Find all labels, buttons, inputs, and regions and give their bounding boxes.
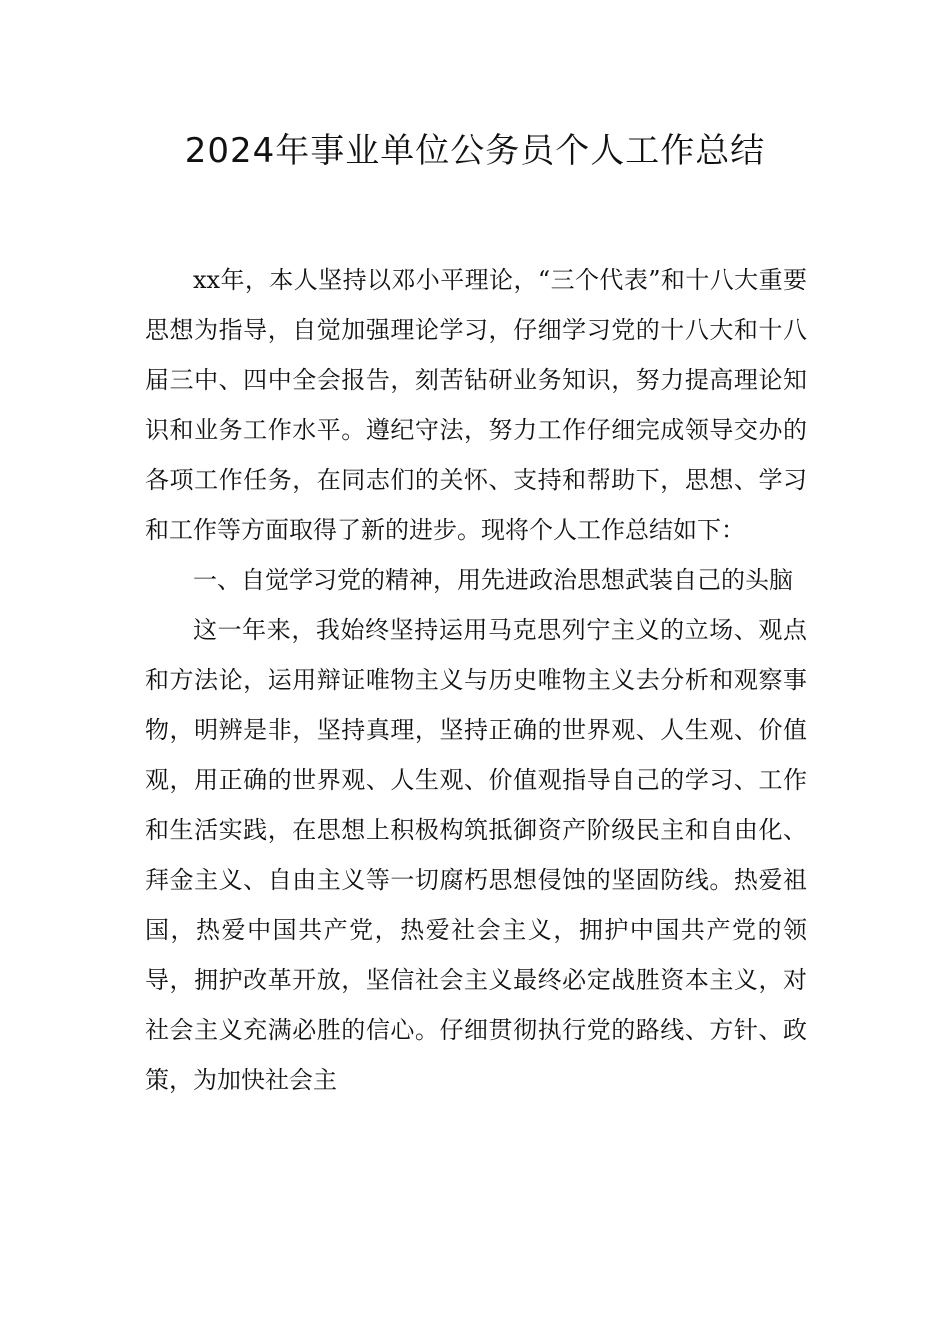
paragraph-intro: xx年，本人坚持以邓小平理论，“三个代表”和十八大重要思想为指导，自觉加强理论学习，仔细学习党的十八大和十八届三中、四中全会报告，刻苦钻研业务知识，努力提高理论知识和业务工作水平。遵纪守法，努力工作仔细完成领导交办的各项工作任务，在同志们的关怀、支持和帮助下，思想、学习和工作等方面取得了新的进步。现将个人工作总结如下： [145, 266, 807, 544]
document-body [145, 255, 807, 1105]
section-heading-1: 一、自觉学习党的精神，用先进政治思想武装自己的头脑 [193, 566, 793, 594]
paragraph-section-1: 这一年来，我始终坚持运用马克思列宁主义的立场、观点和方法论，运用辩证唯物主义与历史唯物主义去分析和观察事物，明辨是非，坚持真理，坚持正确的世界观、人生观、价值观，用正确的世界观、人生观、价值观指导自己的学习、工作和生活实践，在思想上积极构筑抵御资产阶级民主和自由化、拜金主义、自由主义等一切腐朽思想侵蚀的坚固防线。热爱祖国，热爱中国共产党，热爱社会主义，拥护中国共产党的领导，拥护改革开放，坚信社会主义最终必定战胜资本主义，对社会主义充满必胜的信心。仔细贯彻执行党的路线、方针、政策，为加快社会主 [145, 616, 807, 1094]
document-title: 2024年事业单位公务员个人工作总结 [184, 131, 766, 171]
